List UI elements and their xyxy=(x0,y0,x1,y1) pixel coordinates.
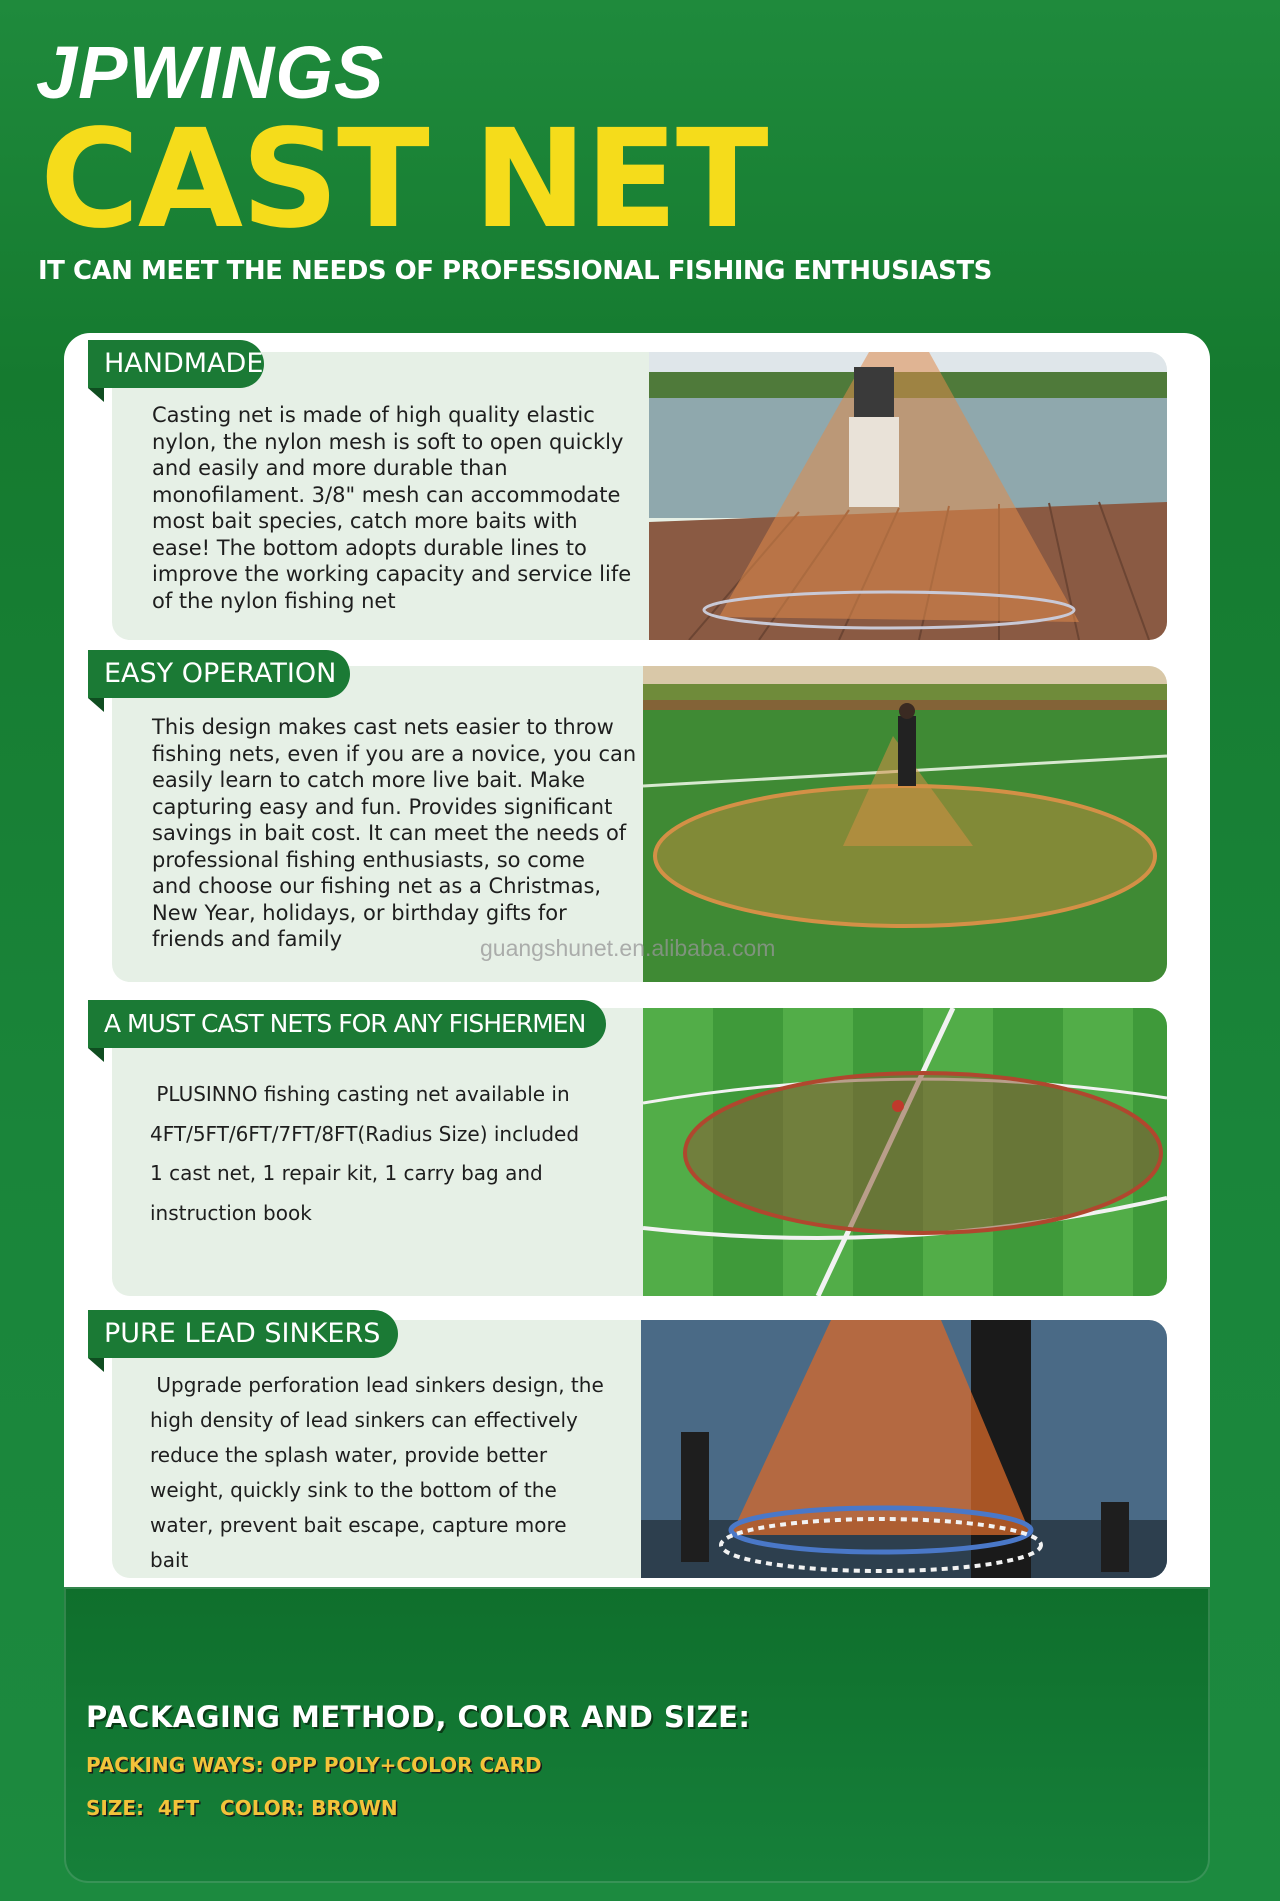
text-line: capturing easy and fun. Provides significant xyxy=(152,794,613,819)
brand-logo: JPWINGS xyxy=(36,31,385,114)
packing-ways: PACKING WAYS: OPP POLY+COLOR CARD xyxy=(86,1753,542,1777)
easy-operation-description xyxy=(152,714,636,953)
text-line: friends and family xyxy=(152,927,343,951)
text-line: 1 cast net, 1 repair kit, 1 carry bag and xyxy=(150,1161,543,1185)
text-line: professional fishing enthusiasts, so come xyxy=(152,847,585,872)
text-line: Upgrade perforation lead sinkers design, the xyxy=(150,1373,604,1397)
tag-pure-lead-sinkers: PURE LEAD SINKERS xyxy=(88,1310,398,1358)
handmade-description xyxy=(152,402,631,614)
handmade-photo xyxy=(649,352,1167,640)
lead-sinkers-description xyxy=(150,1368,604,1578)
page-subtitle: IT CAN MEET THE NEEDS OF PROFESSIONAL FISHING ENTHUSIASTS xyxy=(38,256,992,286)
text-line: reduce the splash water, provide better xyxy=(150,1443,548,1467)
text-line: This design makes cast nets easier to throw xyxy=(152,715,614,739)
text-line: easily learn to catch more live bait. Make xyxy=(152,768,586,792)
must-cast-nets-photo xyxy=(643,1008,1167,1296)
text-line: high density of lead sinkers can effectively xyxy=(150,1408,578,1432)
text-line: of the nylon fishing net xyxy=(152,588,396,613)
tag-must-cast-nets: A MUST CAST NETS FOR ANY FISHERMEN xyxy=(88,1000,606,1048)
text-line: and choose our fishing net as a Christmas, xyxy=(152,874,602,898)
text-line: improve the working capacity and service life xyxy=(152,562,632,586)
text-line: savings in bait cost. It can meet the needs of xyxy=(152,821,627,845)
page-title: CAST NET xyxy=(40,101,767,259)
size-color: SIZE: 4FT COLOR: BROWN xyxy=(86,1796,398,1820)
text-line: most bait species, catch more baits with xyxy=(152,509,578,533)
text-line: water, prevent bait escape, capture more xyxy=(150,1513,567,1537)
text-line: and easily and more durable than xyxy=(152,456,508,480)
tag-easy-operation: EASY OPERATION xyxy=(88,650,350,698)
text-line: monofilament. 3/8" mesh can accommodate xyxy=(152,482,621,507)
watermark: guangshunet.en.alibaba.com xyxy=(480,935,776,961)
packaging-box xyxy=(64,1587,1210,1883)
must-cast-nets-description xyxy=(150,1075,579,1233)
text-line: ease! The bottom adopts durable lines to xyxy=(152,535,587,560)
text-line: nylon, the nylon mesh is soft to open quickly xyxy=(152,429,624,454)
text-line: Casting net is made of high quality elastic xyxy=(152,403,595,427)
text-line: weight, quickly sink to the bottom of the xyxy=(150,1478,557,1502)
text-line: 4FT/5FT/6FT/7FT/8FT(Radius Size) included xyxy=(150,1121,580,1146)
text-line: New Year, holidays, or birthday gifts for xyxy=(152,900,567,925)
text-line: fishing nets, even if you are a novice, you can xyxy=(152,741,637,766)
lead-sinkers-photo xyxy=(641,1320,1167,1578)
text-line: PLUSINNO fishing casting net available in xyxy=(150,1082,570,1106)
packaging-title: PACKAGING METHOD, COLOR AND SIZE: xyxy=(86,1700,751,1734)
tag-handmade: HANDMADE xyxy=(88,340,264,388)
text-line: instruction book xyxy=(150,1200,312,1225)
text-line: bait xyxy=(150,1548,189,1572)
